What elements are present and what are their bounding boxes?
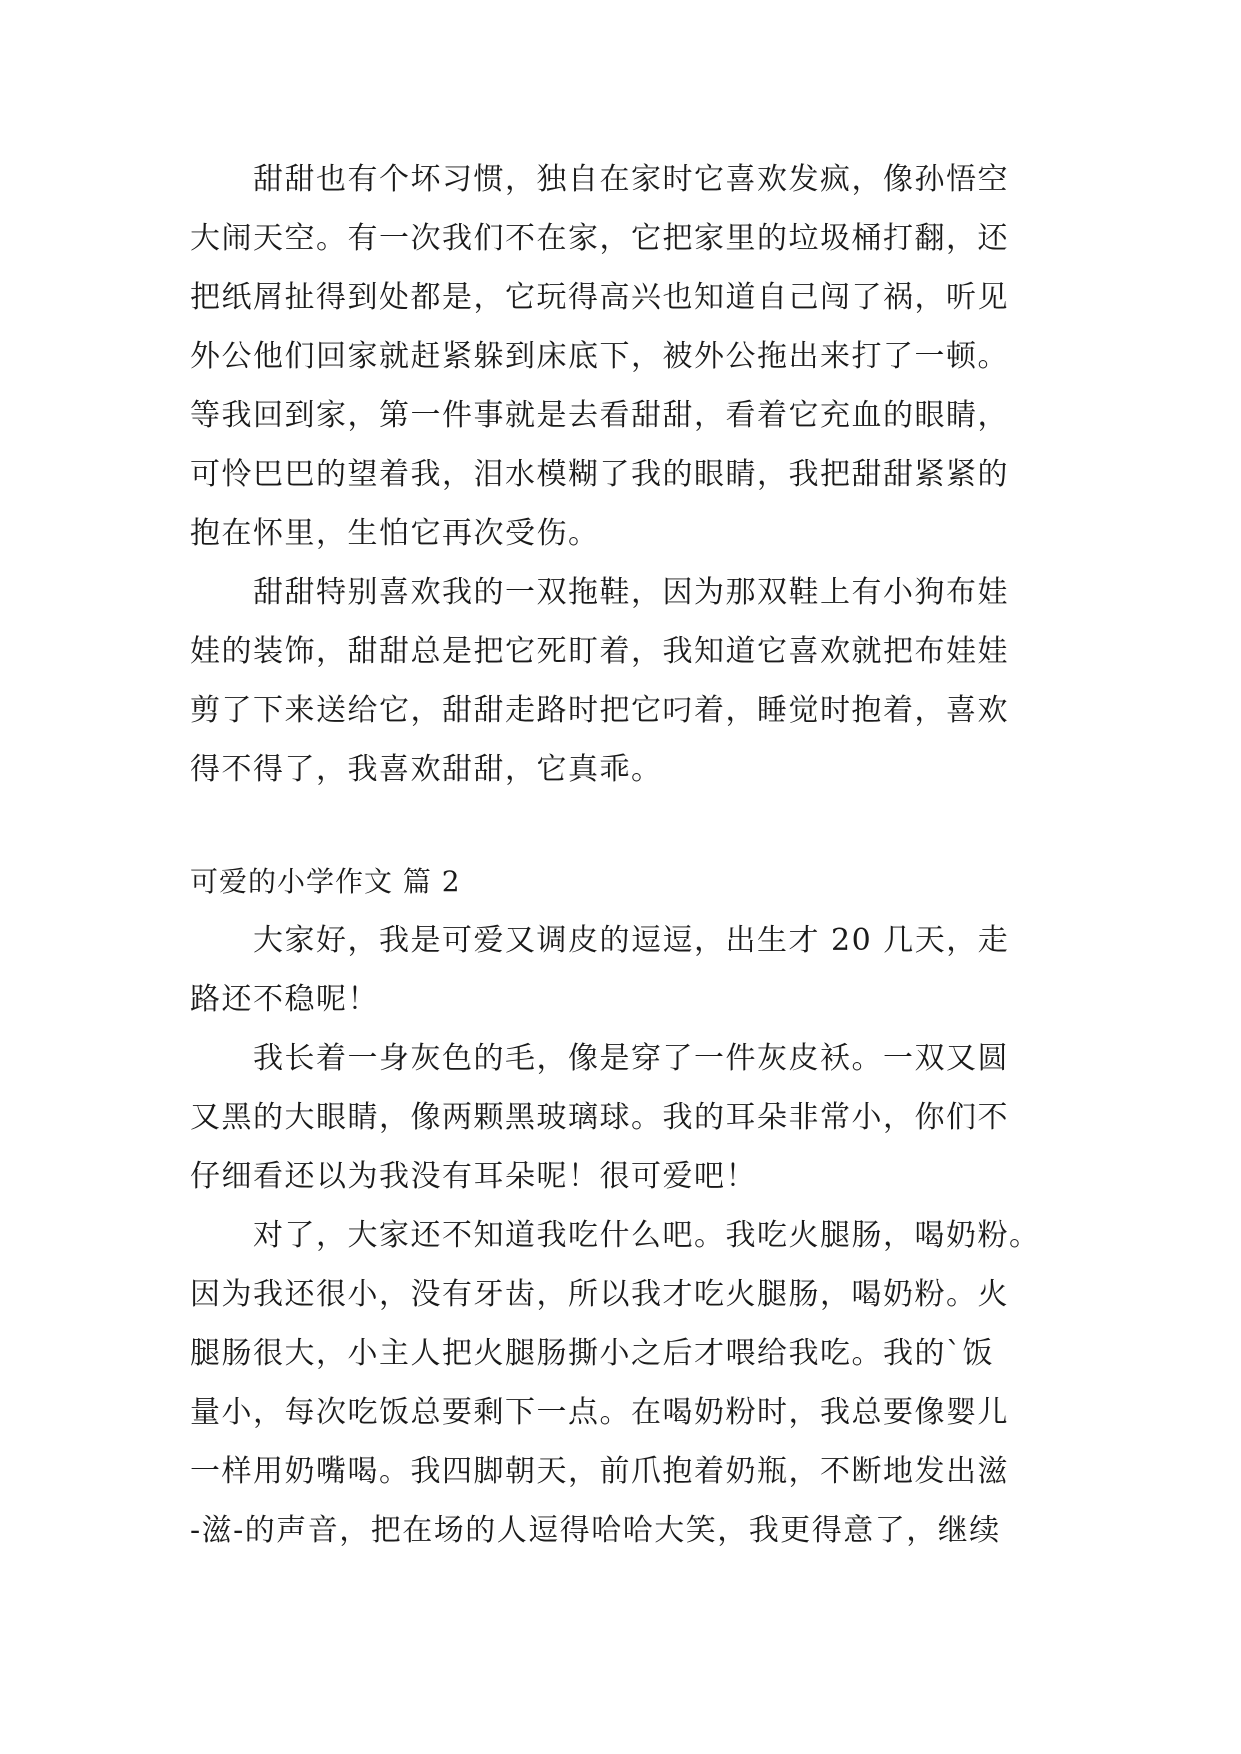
paragraph-5-line-4: 量小，每次吃饭总要剩下一点。在喝奶粉时，我总要像婴儿 [190,1395,1009,1430]
paragraph-1-line-6: 可怜巴巴的望着我，泪水模糊了我的眼睛，我把甜甜紧紧的 [190,457,1009,492]
paragraph-3-line-1: 大家好，我是可爱又调皮的逗逗，出生才 20 几天，走 [253,923,1010,958]
paragraph-1-line-2: 大闹天空。有一次我们不在家，它把家里的垃圾桶打翻，还 [190,221,1009,256]
paragraph-2-line-2: 娃的装饰，甜甜总是把它死盯着，我知道它喜欢就把布娃娃 [190,634,1009,669]
paragraph-5-line-3: 腿肠很大，小主人把火腿肠撕小之后才喂给我吃。我的`饭 [190,1336,994,1371]
paragraph-2-line-1: 甜甜特别喜欢我的一双拖鞋，因为那双鞋上有小狗布娃 [253,575,1009,610]
paragraph-5-line-6: -滋-的声音，把在场的人逗得哈哈大笑，我更得意了，继续 [190,1513,1001,1548]
paragraph-4-line-3: 仔细看还以为我没有耳朵呢！很可爱吧！ [190,1159,757,1194]
paragraph-2-line-3: 剪了下来送给它，甜甜走路时把它叼着，睡觉时抱着，喜欢 [190,693,1009,728]
paragraph-5-line-2: 因为我还很小，没有牙齿，所以我才吃火腿肠，喝奶粉。火 [190,1277,1009,1312]
paragraph-1-line-3: 把纸屑扯得到处都是，它玩得高兴也知道自己闯了祸，听见 [190,280,1009,315]
paragraph-1-line-1: 甜甜也有个坏习惯，独自在家时它喜欢发疯，像孙悟空 [253,162,1009,197]
paragraph-2-line-4: 得不得了，我喜欢甜甜，它真乖。 [190,752,663,787]
paragraph-4-line-1: 我长着一身灰色的毛，像是穿了一件灰皮袄。一双又圆 [253,1041,1009,1076]
section-heading: 可爱的小学作文 篇 2 [190,865,461,898]
paragraph-3-line-2: 路还不稳呢！ [190,982,379,1017]
paragraph-5-line-1: 对了，大家还不知道我吃什么吧。我吃火腿肠，喝奶粉。 [253,1218,1041,1253]
paragraph-4-line-2: 又黑的大眼睛，像两颗黑玻璃球。我的耳朵非常小，你们不 [190,1100,1009,1135]
paragraph-1-line-5: 等我回到家，第一件事就是去看甜甜，看着它充血的眼睛， [190,398,1009,433]
paragraph-5-line-5: 一样用奶嘴喝。我四脚朝天，前爪抱着奶瓶，不断地发出滋 [190,1454,1009,1489]
paragraph-1-line-4: 外公他们回家就赶紧躲到床底下，被外公拖出来打了一顿。 [190,339,1009,374]
paragraph-1-line-7: 抱在怀里，生怕它再次受伤。 [190,516,600,551]
